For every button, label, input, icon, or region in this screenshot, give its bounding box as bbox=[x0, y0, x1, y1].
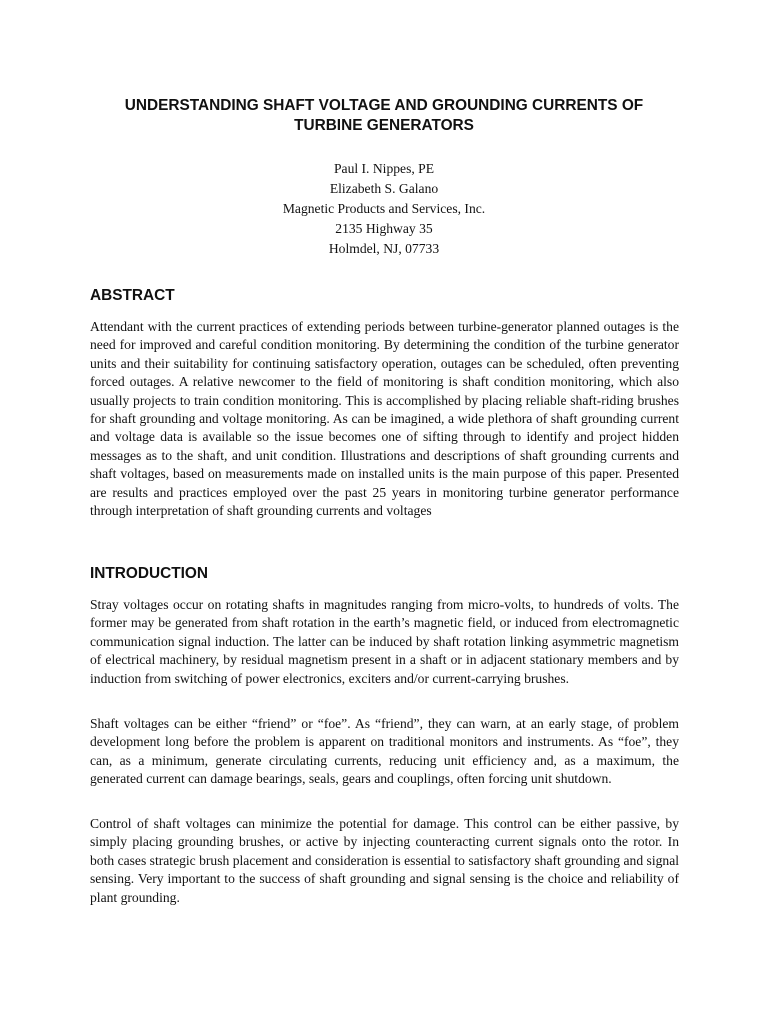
paper-title: UNDERSTANDING SHAFT VOLTAGE AND GROUNDING CURRENTS OF TURBINE GENERATORS bbox=[124, 97, 644, 134]
affiliation-city: Holmdel, NJ, 07733 bbox=[328, 241, 440, 256]
affiliation-company: Magnetic Products and Services, Inc. bbox=[282, 201, 486, 216]
author-name-1: Paul I. Nippes, PE bbox=[333, 161, 435, 176]
abstract-heading: ABSTRACT bbox=[90, 287, 175, 304]
affiliation-street: 2135 Highway 35 bbox=[335, 221, 433, 236]
introduction-paragraph-2: Shaft voltages can be either “friend” or “foe”. As “friend”, they can warn, at an early stage, of problem development long before the problem is apparent on traditional monitors and instruments. As “foe”, they can, as a minimum, generate circulating currents, reducing unit efficiency and, as a maximum, the generated current can damage bearings, seals, gears and couplings, often forcing unit shutdown. bbox=[90, 716, 679, 787]
introduction-paragraph-1: Stray voltages occur on rotating shafts in magnitudes ranging from micro-volts, to hundreds of volts. The former may be generated from shaft rotation in the earth’s magnetic field, or induced from electromagnetic communication signal induction. The latter can be induced by shaft rotation linking asymmetric magnetism of electrical machinery, by residual magnetism present in a shaft or in adjacent stationary members and by induction from switching of power electronics, exciters and/or current-carrying brushes. bbox=[90, 597, 679, 686]
introduction-heading: INTRODUCTION bbox=[90, 565, 208, 582]
abstract-paragraph: Attendant with the current practices of extending periods between turbine-generator planned outages is the need for improved and careful condition monitoring. By determining the condition of the turbine generator units and their suitability for continuing satisfactory operation, outages can be scheduled, often preventing forced outages. A relative newcomer to the field of monitoring is shaft condition monitoring, which also usually projects to train condition monitoring. This is accomplished by placing reliable shaft-riding brushes for shaft grounding and voltage monitoring. As can be imagined, a wide plethora of shaft grounding current and voltage data is available so the issue becomes one of sifting through to identify and project hidden messages as to the shaft, and unit condition. Illustrations and descriptions of shaft grounding currents and shaft voltages, based on measurements made on installed units is the main purpose of this paper. Presented are results and practices employed over the past 25 years in monitoring turbine generator performance through interpretation of shaft grounding currents and voltages bbox=[90, 319, 679, 519]
introduction-paragraph-3: Control of shaft voltages can minimize the potential for damage. This control can be either passive, by simply placing grounding brushes, or active by injecting counteracting current signals onto the rotor. In both cases strategic brush placement and consideration is essential to satisfactory shaft grounding and signal sensing. Very important to the success of shaft grounding and signal sensing is the choice and reliability of plant grounding. bbox=[90, 816, 679, 905]
author-block bbox=[184, 159, 584, 259]
author-name-2: Elizabeth S. Galano bbox=[329, 181, 439, 196]
